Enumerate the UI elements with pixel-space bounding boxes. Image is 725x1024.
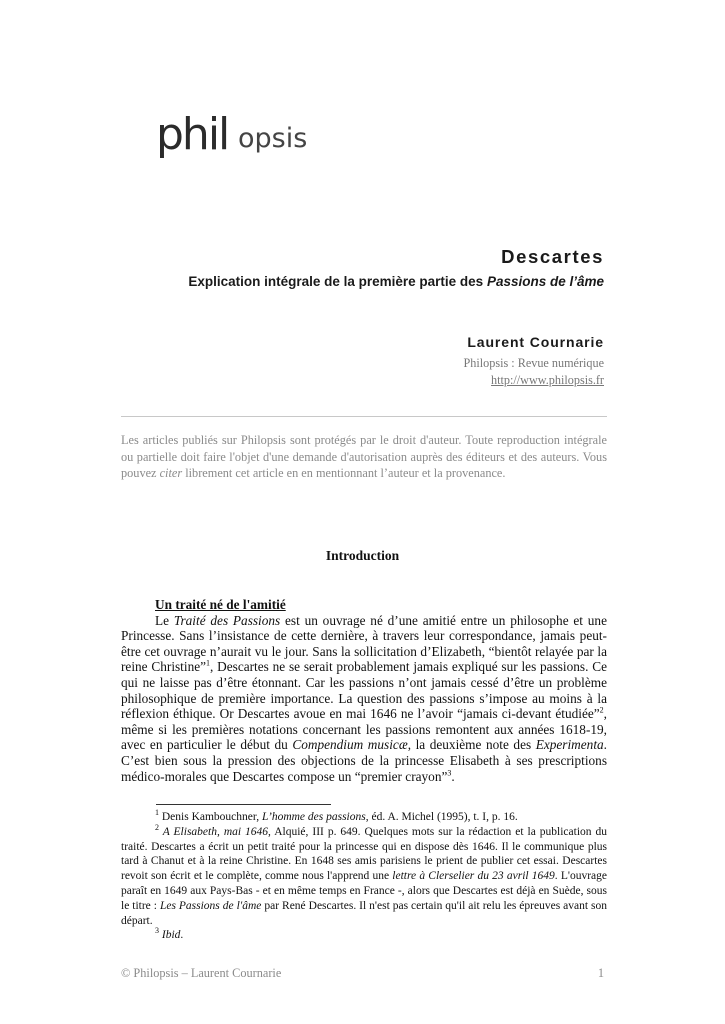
footnote-1 — [121, 810, 607, 825]
footnote-run: par René Descartes. Il n'est pas certain qu'il ait relu les épreuves avant son départ. — [121, 899, 607, 927]
body-text — [121, 597, 607, 784]
notice-italic: citer — [159, 466, 183, 481]
body-italic: Experimenta — [535, 737, 604, 753]
logo-text-opsis: opsis — [238, 123, 308, 154]
footnote-number: 2 — [155, 822, 159, 832]
footnote-run: . — [180, 929, 184, 942]
section-heading: Introduction — [325, 548, 400, 563]
footnote-run: . L'ouvrage paraît en 1649 aux Pays-Bas - et en même temps en France -, alors que Descartes est déjà en Suède, sous le titre : — [121, 870, 607, 912]
journal-name: Philopsis : Revue numérique — [463, 356, 604, 370]
footnote-ref[interactable]: 1 — [206, 658, 211, 668]
body-run: . C’est bien sous la pression des objections de la princesse Elisabeth à ses prescriptions médico-morales que Descartes compose un “premier crayon” — [121, 737, 607, 784]
philopsis-logo — [156, 110, 306, 160]
footnote-italic: A Elisabeth, mai 1646 — [159, 825, 269, 838]
body-paragraph — [121, 613, 607, 785]
footnote-divider — [156, 804, 331, 805]
footnote-run: Denis Kambouchner, — [159, 811, 263, 823]
footnote-italic: lettre à Clerselier du 23 avril 1649 — [392, 870, 555, 883]
footnote-italic: L’homme des passions — [262, 811, 366, 823]
footnote-ref[interactable]: 2 — [599, 705, 604, 715]
body-run: , la deuxième note des — [407, 737, 536, 753]
footer-copyright: © Philopsis – Laurent Cournarie — [121, 966, 282, 980]
copyright-notice — [121, 432, 607, 482]
footnote-ref[interactable]: 3 — [447, 768, 452, 778]
footnote-3 — [121, 928, 607, 943]
logo-text-phil: phil — [156, 109, 229, 160]
body-run: , même si les premières notations concernant les passions remontent aux années 1618-19, avec en particulier le début du — [121, 706, 607, 753]
journal-url-link[interactable]: http://www.philopsis.fr — [491, 373, 604, 387]
footnote-italic: Les Passions de l'âme — [159, 899, 262, 912]
footnote-2 — [121, 822, 607, 929]
notice-text-2: librement cet article en en mentionnant l’auteur et la provenance. — [182, 466, 506, 481]
subsection-heading: Un traité né de l'amitié — [155, 597, 286, 612]
body-run: , Descartes ne se serait probablement jamais expliqué sur les passions. Ce qui ne laisse pas d’être étonnant. Car les passions n’ont jamais cessé d’être un problème philosophique de première importance. La question des passions s’impose au moins à la réflexion éthique. Or Descartes avoue en mai 1646 ne l’avoir “jamais ci-devant étudiée” — [121, 659, 607, 722]
footnote-number: 1 — [155, 808, 159, 818]
body-italic: Compendium musicæ — [292, 737, 408, 753]
footnote-run: , Alquié, III p. 649. Quelques mots sur la rédaction et la publication du traité. Descartes a écrit un petit traité pour la princesse qui en dispose dès 1646. Il le communique plus tard à Chanut et à la reine Christine. En 1648 ses amis parisiens le prient de publier cet essai. Descartes revoit son écrit et le complète, comme nous l'apprend une — [121, 825, 607, 883]
document-title: Descartes — [501, 246, 604, 267]
subtitle-text: Explication intégrale de la première partie des — [188, 274, 487, 289]
footnote-italic: Ibid — [159, 929, 181, 942]
subtitle-italic: Passions de l’âme — [486, 274, 604, 289]
body-run: Le — [155, 612, 174, 628]
footnote-number: 3 — [155, 926, 159, 936]
body-italic: Traité des Passions — [173, 612, 281, 628]
notice-text-1: Les articles publiés sur Philopsis sont protégés par le droit d'auteur. Toute reproduction intégrale ou partielle doit faire l'objet d'une demande d'autorisation auprès des éditeurs et des auteurs. Vous pouvez — [121, 433, 607, 481]
author-name: Laurent Cournarie — [467, 334, 604, 350]
footnotes — [121, 810, 607, 943]
document-subtitle — [188, 274, 604, 289]
page-number: 1 — [597, 966, 604, 980]
footnote-run: , éd. A. Michel (1995), t. I, p. 16. — [365, 811, 518, 823]
body-run: est un ouvrage né d’une amitié entre un philosophe et une Princesse. Sans l’insistance de cette dernière, à travers leur correspondance, jamais peut-être cet ouvrage n’aurait vu le jour. Sans la sollicitation d’Elizabeth, “bientôt relayée par la reine Christine” — [121, 612, 607, 675]
header-divider — [121, 416, 607, 417]
body-run: . — [451, 768, 455, 784]
